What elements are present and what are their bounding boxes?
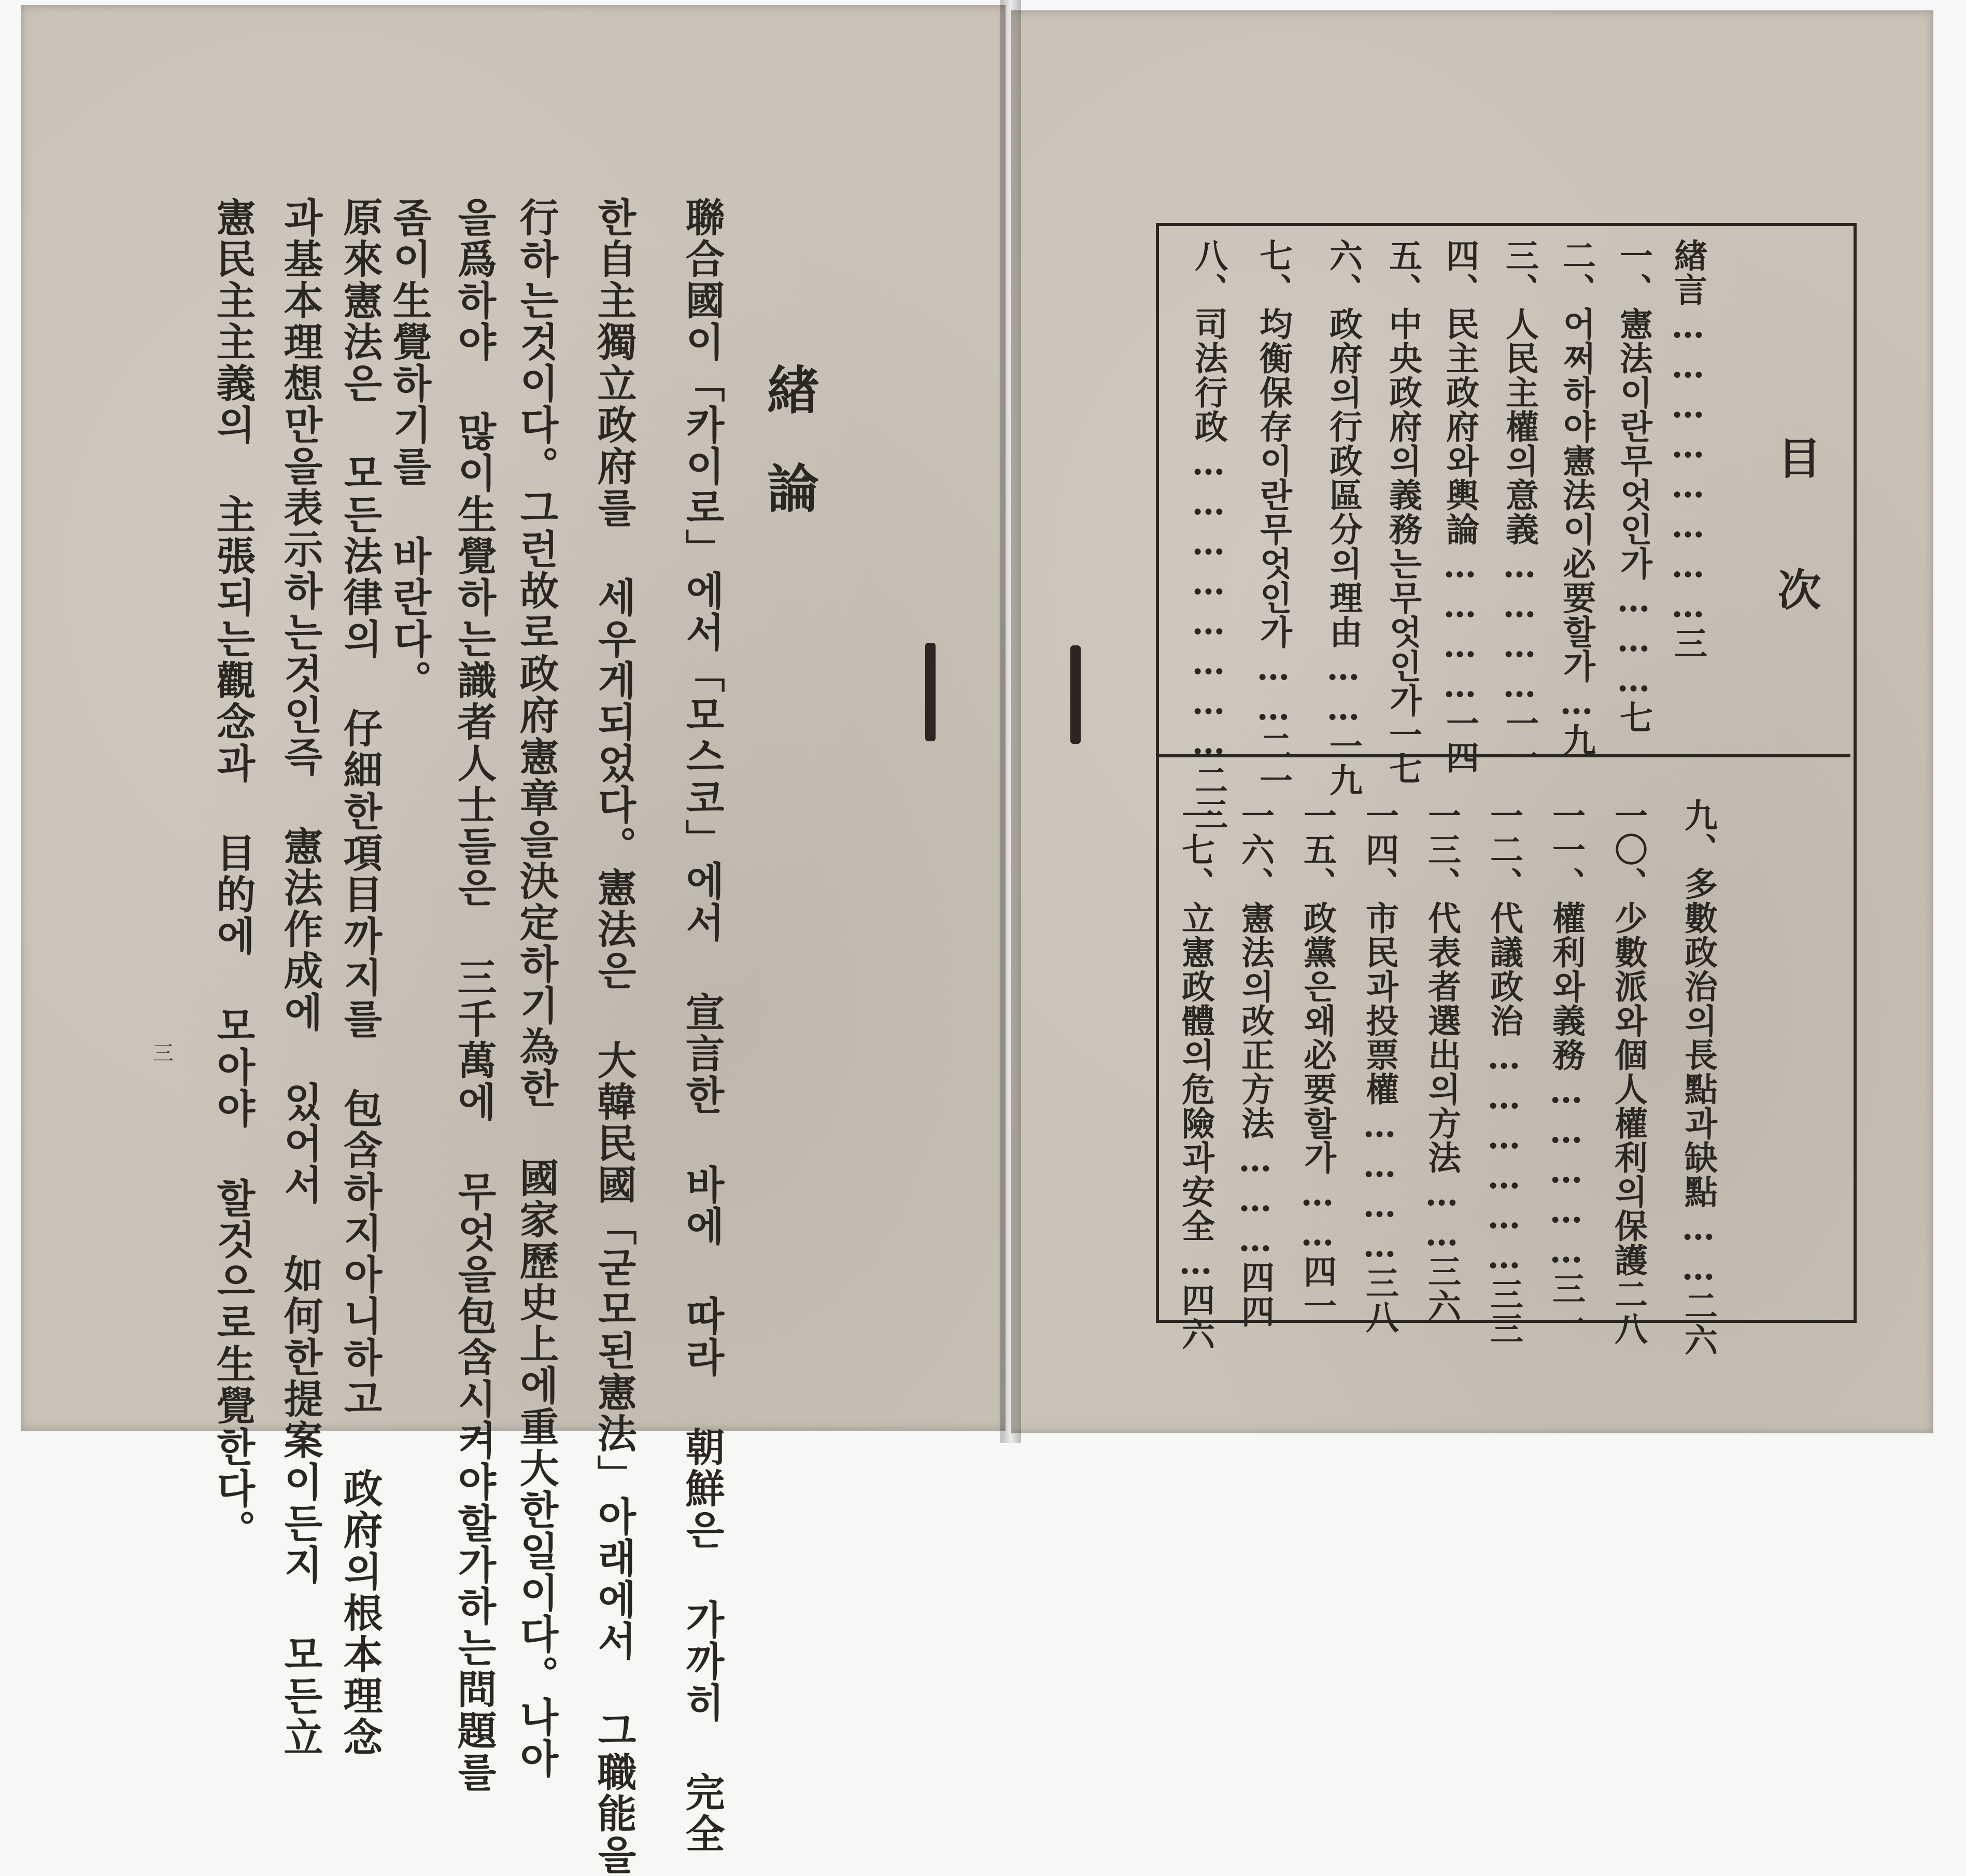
toc-heading: 目次 — [1771, 435, 1822, 699]
toc-entry: 七、均衡保存이란무엇인가……二一 — [1254, 238, 1293, 797]
toc-entry: 一〇、少數派와個人權利의保護二八 — [1609, 798, 1648, 1346]
body-column-3: 行하는것이다。그런故로政府憲章을決定하기為한 國家歷史上에重大한일이다。나아 — [513, 197, 559, 1780]
body-column-6: 原來憲法은 모든法律의 仔細한項目까지를 包含하지아니하고 政府의根本理念 — [337, 197, 383, 1758]
toc-entry: 緖言……………………三 — [1668, 238, 1707, 660]
body-column-7: 과基本理想만을表示하는것인즉 憲法作成에 있어서 如何한提案이든지 모든立 — [277, 197, 323, 1758]
toc-entry: 一、憲法이란무엇인가………七 — [1614, 238, 1653, 735]
toc-entry: 二、어쩌하야憲法이必要할가…九 — [1557, 238, 1596, 757]
book-spine — [1000, 0, 1021, 1443]
toc-entry: 六、政府의行政區分의理由……一九 — [1324, 238, 1363, 797]
body-column-4: 을爲하야 많이生覺하는識者人士들은 三千萬에 무엇을包含시켜야할가하는問題를 — [451, 197, 497, 1793]
toc-entry: 三、人民主權의意義…………一一 — [1500, 238, 1539, 774]
toc-entry: 一二、代議政治………………三三 — [1484, 798, 1523, 1346]
toc-entry: 八、司法行政……………………二三 — [1189, 238, 1228, 831]
body-column-2: 한自主獨立政府를 세우게되었다。憲法은 大韓民國「굳모된憲法」아래에서 그職能을 — [591, 197, 637, 1876]
toc-entry: 四、民主政府와輿論…………一四 — [1440, 238, 1479, 774]
toc-entry: 一一、權利와義務……………三一 — [1547, 798, 1586, 1340]
body-column-1: 聯合國이「카이로」에서「모스코」에서 宣言한 바에 따라 朝鮮은 가까히 完全 — [679, 197, 725, 1855]
staple-right — [1070, 645, 1081, 744]
staple-left — [925, 643, 936, 741]
section-title: 緖論 — [758, 363, 819, 560]
toc-entry: 一六、憲法의改正方法………四四 — [1236, 798, 1275, 1329]
toc-entry: 五、中央政府의義務는무엇인가一七 — [1383, 238, 1422, 786]
toc-entry: 一三、代表者選出의方法……三六 — [1422, 798, 1461, 1323]
toc-entry: 一七、立憲政體의危險과安全…四六 — [1176, 798, 1215, 1351]
toc-entry: 一四、市民과投票權…………三八 — [1360, 798, 1399, 1334]
page-number: 三 — [153, 1041, 174, 1065]
toc-entry: 一五、政黨은왜必要할가……四一 — [1298, 798, 1337, 1323]
body-column-8: 憲民主主義의 主張되는觀念과 目的에 모아야 할것으로生覺한다。 — [210, 197, 256, 1551]
toc-entry: 九、多數政治의長點과缺點……二六 — [1679, 798, 1718, 1357]
body-column-5: 좀이生覺하기를 바란다。 — [386, 197, 432, 701]
